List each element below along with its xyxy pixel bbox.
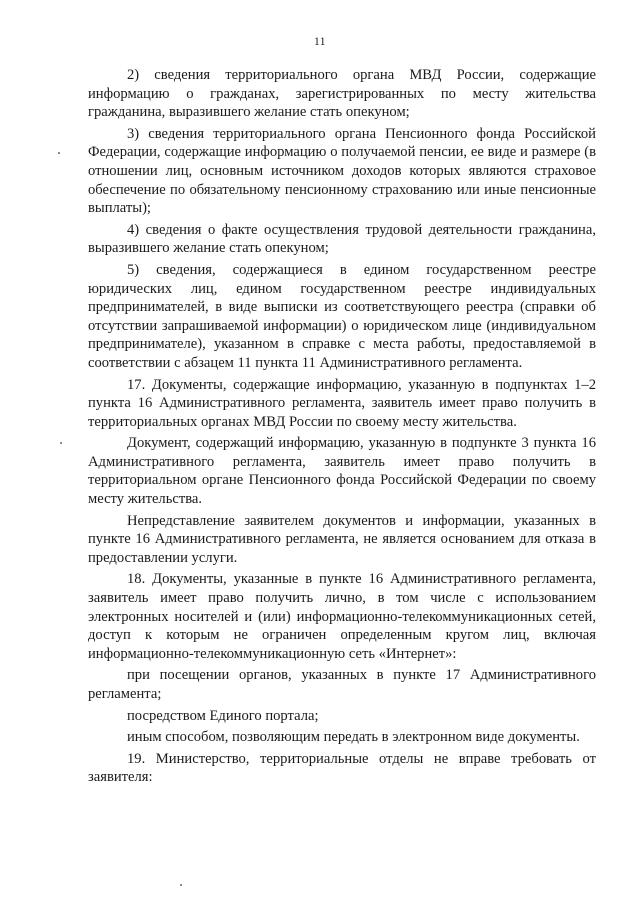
paragraph-section-18: 18. Документы, указанные в пункте 16 Административного регламента, заявитель имеет право получить лично, в том числе с использованием электронных носителей и (или) информационно-телекоммуникационных сетей, доступ к которым не ограничен определенным кругом лиц, включая информационно-телекоммуникационную сеть «Интернет»: [88, 571, 596, 662]
scan-speck [60, 442, 62, 444]
paragraph-item-3: 3) сведения территориального органа Пенсионного фонда Российской Федерации, содержащие информацию о получаемой пенсии, ее виде и размере (в отношении лиц, основным источником доходов которых являются страховое обеспечение по обязательному пенсионному страхованию или иные пенсионные выплаты); [88, 125, 596, 217]
paragraph-item-4: 4) сведения о факте осуществления трудовой деятельности гражданина, выразившего желание стать опекуном; [88, 221, 596, 257]
scan-speck [58, 152, 60, 154]
scan-speck [180, 884, 182, 886]
paragraph-section-17-nonsubmission: Непредставление заявителем документов и информации, указанных в пункте 16 Административного регламента, не является основанием для отказа в предоставлении услуги. [88, 512, 596, 566]
paragraph-item-5: 5) сведения, содержащиеся в едином государственном реестре юридических лиц, едином государственном реестре индивидуальных предпринимателей, в виде выписки из соответствующего реестра (справки об отсутствии запрашиваемой информации) о юридическом лице (индивидуальном предпринимателе), указанном в справке с места работы, предоставляемой в соответствии с абзацем 11 пункта 11 Административного регламента. [88, 261, 596, 371]
paragraph-section-18-other: иным способом, позволяющим передать в электронном виде документы. [127, 729, 580, 746]
document-body [88, 66, 596, 790]
paragraph-section-19: 19. Министерство, территориальные отделы не вправе требовать от заявителя: [88, 750, 596, 786]
paragraph-section-17-document: Документ, содержащий информацию, указанную в подпункте 3 пункта 16 Административного регламента, заявитель имеет право получить в территориальном органе Пенсионного фонда Российской Федерации по своему месту жительства. [88, 435, 596, 508]
paragraph-section-18-visit: при посещении органов, указанных в пункте 17 Административного регламента; [88, 667, 596, 702]
page-number: 11 [313, 36, 327, 48]
paragraph-item-2: 2) сведения территориального органа МВД России, содержащие информацию о гражданах, зарегистрированных по месту жительства гражданина, выразившего желание стать опекуном; [88, 67, 596, 121]
paragraph-section-18-portal: посредством Единого портала; [127, 707, 319, 724]
paragraph-section-17: 17. Документы, содержащие информацию, указанную в подпунктах 1–2 пункта 16 Административного регламента, заявитель имеет право получить в территориальных органах МВД России по своему месту жительства. [88, 376, 596, 430]
